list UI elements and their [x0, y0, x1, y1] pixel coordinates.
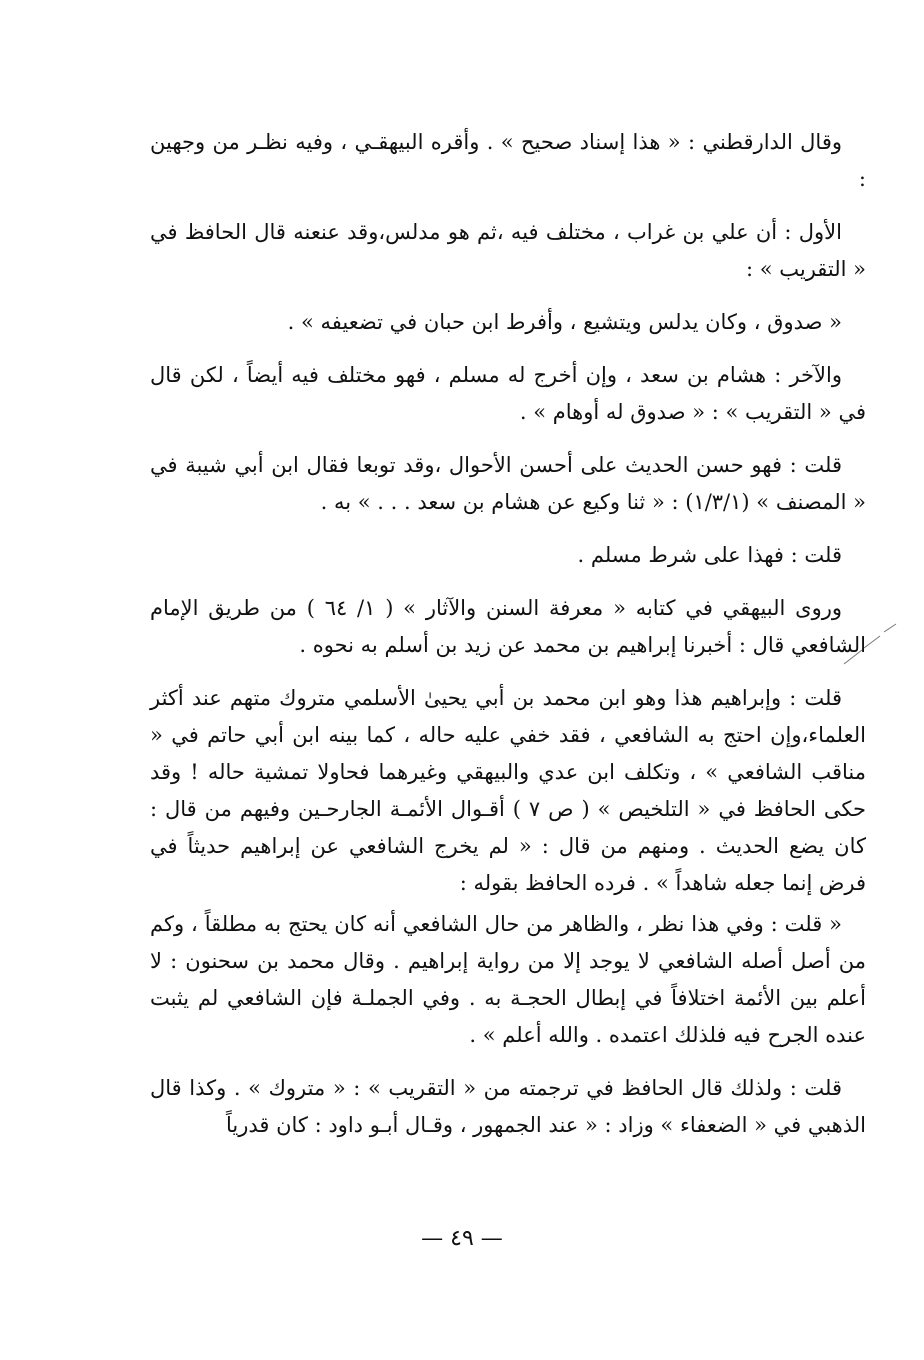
- paragraph-4: والآخر : هشام بن سعد ، وإن أخرج له مسلم ، فهو مختلف فيه أيضاً ، لكن قال في « التقريب » : « صدوق له أوهام » .: [150, 363, 866, 424]
- paragraph-7: وروى البيهقي في كتابه « معرفة السنن والآثار » ( ١/ ٦٤ ) من طريق الإمام الشافعي قال : أخبرنا إبراهيم بن محمد عن زيد بن أسلم به نحوه .: [150, 596, 866, 657]
- page-body: [150, 124, 866, 1160]
- paragraph-2: الأول : أن علي بن غراب ، مختلف فيه ،ثم هو مدلس،وقد عنعنه قال الحافظ في « التقريب » :: [150, 220, 866, 281]
- paragraph-5: قلت : فهو حسن الحديث على أحسن الأحوال ،وقد توبعا فقال ابن أبي شيبة في « المصنف » (١/٣/١) : « ثنا وكيع عن هشام بن سعد . . . » به .: [150, 453, 866, 514]
- paragraph-9-quote: « قلت : وفي هذا نظر ، والظاهر من حال الشافعي أنه كان يحتج به مطلقاً ، وكم من أصل أصله الشافعي لا يوجد إلا من رواية إبراهيم . وقال محمد بن سحنون : لا أعلم بين الأئمة اختلافاً في إبطال الحجـة به . وفي الجملـة فإن الشافعي لم يثبت عنده الجرح فيه فلذلك اعتمده . والله أعلم » .: [150, 912, 866, 1047]
- margin-pen-mark: [840, 620, 900, 670]
- paragraph-8: قلت : وإبراهيم هذا وهو ابن محمد بن أبي يحيىٰ الأسلمي متروك متهم عند أكثر العلماء،وإن احتج به الشافعي ، فقد خفي عليه حاله ، كما بينه ابن أبي حاتم في « مناقب الشافعي » ، وتكلف ابن عدي والبيهقي وغيرهما فحاولا تمشية حاله ! وقد حكى الحافظ في « التلخيص » ( ص ٧ ) أقـوال الأئمـة الجارحـين وفيهم من قال : كان يضع الحديث . ومنهم من قال : « لم يخرج الشافعي عن إبراهيم حديثاً في فرض إنما جعله شاهداً » . فرده الحافظ بقوله :: [150, 686, 866, 895]
- paragraph-1: وقال الدارقطني : « هذا إسناد صحيح » . وأقره البيهقـي ، وفيه نظـر من وجهين :: [150, 130, 866, 191]
- paragraph-10: قلت : ولذلك قال الحافظ في ترجمته من « التقريب » : « متروك » . وكذا قال الذهبي في « الضعفاء » وزاد : « عند الجمهور ، وقـال أبـو داود : كان قدرياً: [150, 1076, 866, 1137]
- page-number: — ٤٩ —: [421, 1226, 503, 1251]
- paragraph-3: « صدوق ، وكان يدلس ويتشيع ، وأفرط ابن حبان في تضعيفه » .: [287, 310, 842, 334]
- paragraph-6: قلت : فهذا على شرط مسلم .: [577, 543, 842, 567]
